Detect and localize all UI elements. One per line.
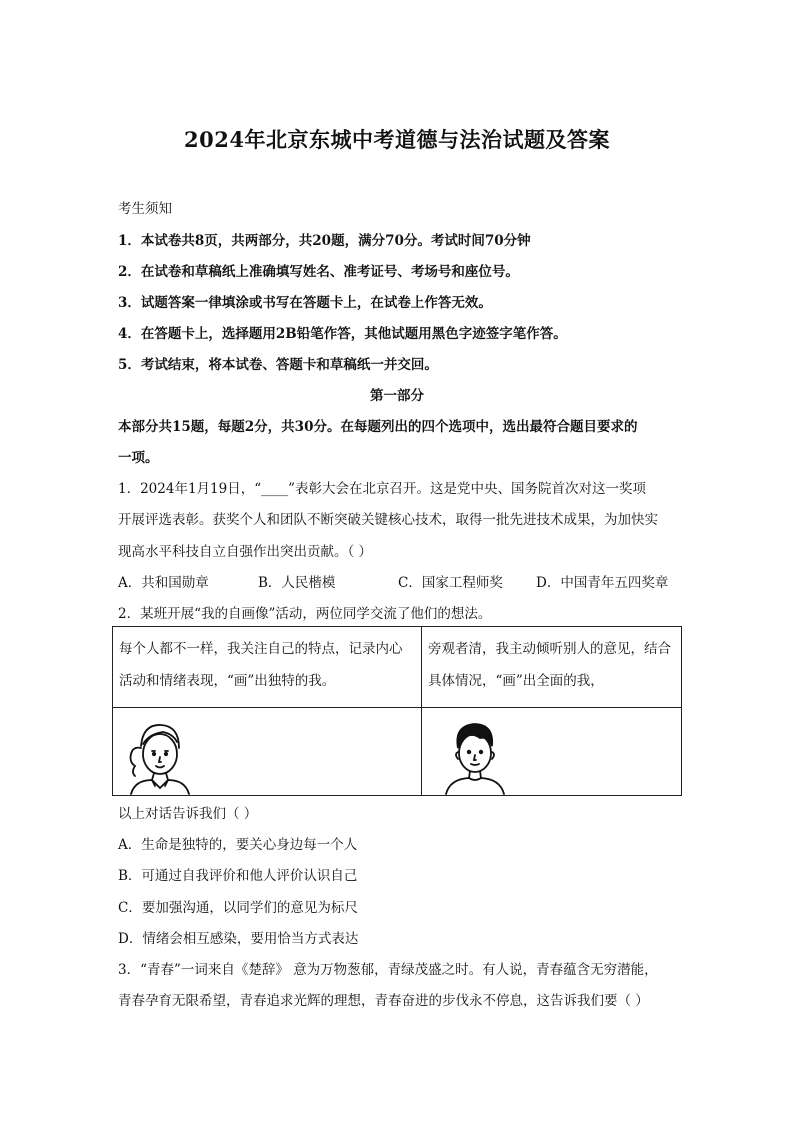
boy-figure-illustration [434,716,514,796]
boy-figure-cell [422,708,682,796]
notice-heading: 考生须知 [118,201,172,217]
part-heading: 第一部分 [370,388,424,404]
girl-figure-illustration [119,716,199,796]
notice-item: 3．试题答案一律填涂或书写在答题卡上，在试卷上作答无效。 [118,295,492,311]
q2-right-text: 旁观者清，我主动倾听别人的意见，结合具体情况，“画”出全面的我， [422,627,682,708]
q2-left-text: 每个人都不一样，我关注自己的特点，记录内心活动和情绪表现，“画”出独特的我。 [113,627,422,708]
q2-question: 以上对话告诉我们（ ） [118,806,258,822]
notice-item: 4．在答题卡上，选择题用2B铅笔作答，其他试题用黑色字迹签字笔作答。 [118,326,567,342]
q1-options [118,571,678,591]
q1-stem-line: 现高水平科技自立自强作出突出贡献。（ ） [118,544,373,560]
q1-option-a[interactable]: A．共和国勋章 [118,575,209,591]
document-title: 2024年北京东城中考道德与法治试题及答案 [184,127,610,152]
part-intro-line: 一项。 [118,450,159,466]
q3-stem-line: 青春孕育无限希望，青春追求光辉的理想，青春奋进的步伐永不停息，这告诉我们要（ ） [118,993,649,1009]
notice-item: 1．本试卷共8页，共两部分，共20题，满分70分。考试时间70分钟 [118,233,531,249]
q3-stem-line: 3．“青春”一词来自《楚辞》 意为万物葱郁，青绿茂盛之时。有人说，青春蕴含无穷潜能， [118,962,658,978]
q1-option-d[interactable]: D．中国青年五四奖章 [536,575,669,591]
notice-item: 5．考试结束，将本试卷、答题卡和草稿纸一并交回。 [118,357,438,373]
q1-option-c[interactable]: C．国家工程师奖 [398,575,503,591]
q2-option-c[interactable]: C．要加强沟通，以同学们的意见为标尺 [118,900,358,916]
q2-option-b[interactable]: B．可通过自我评价和他人评价认识自己 [118,868,358,884]
q2-dialogue-table [112,626,682,796]
q2-option-a[interactable]: A．生命是独特的，要关心身边每一个人 [118,837,358,853]
girl-figure-cell [113,708,422,796]
part-intro-line: 本部分共15题，每题2分，共30分。在每题列出的四个选项中，选出最符合题目要求的 [118,419,638,435]
q2-stem: 2．某班开展“我的自画像”活动，两位同学交流了他们的想法。 [118,606,492,622]
q2-option-d[interactable]: D．情绪会相互感染，要用恰当方式表达 [118,931,359,947]
q1-option-b[interactable]: B．人民楷模 [258,575,336,591]
q1-stem-line: 1．2024年1月19日，“____”表彰大会在北京召开。这是党中央、国务院首次对这一奖项 [118,481,647,497]
q1-stem-line: 开展评选表彰。获奖个人和团队不断突破关键核心技术，取得一批先进技术成果，为加快实 [118,512,658,528]
notice-item: 2．在试卷和草稿纸上准确填写姓名、准考证号、考场号和座位号。 [118,264,519,280]
